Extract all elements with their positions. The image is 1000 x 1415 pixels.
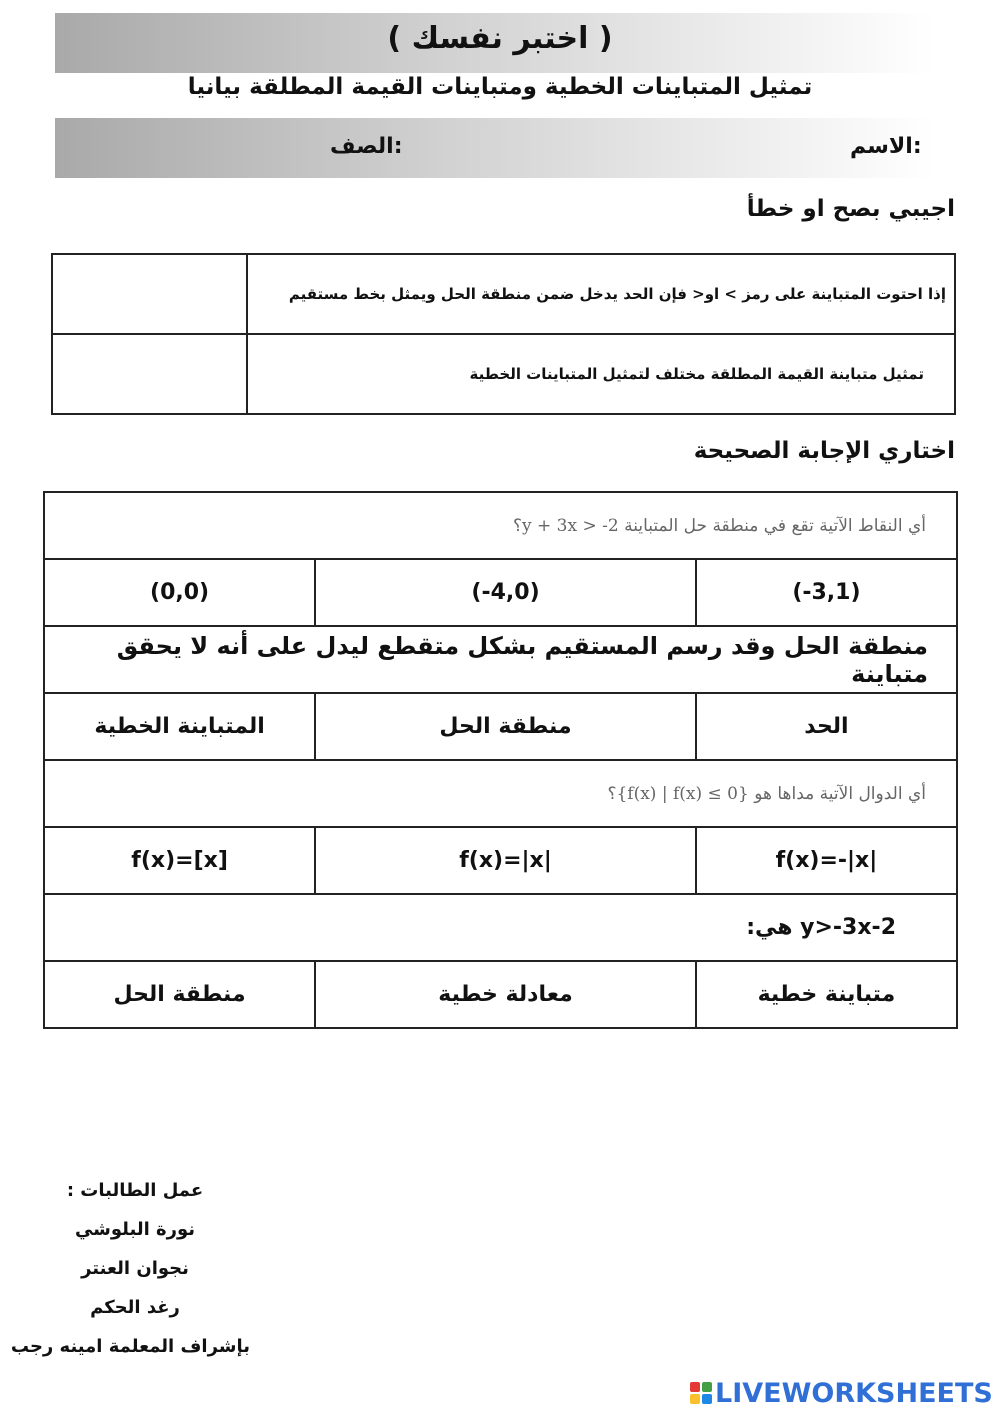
supervisor-credit: بإشراف المعلمة امينه رجب	[10, 1336, 250, 1357]
question-row	[44, 626, 957, 693]
options-row	[44, 961, 957, 1028]
question-3: أي الدوال الآتية مداها هو {f(x) | f(x) ≤ 0}؟	[44, 760, 957, 827]
question-1: أي النقاط الآتية تقع في منطقة حل المتباينة 2- < y + 3x؟	[44, 492, 957, 559]
q2-option-1[interactable]: الحد	[696, 693, 957, 760]
q2-option-2[interactable]: منطقة الحل	[315, 693, 696, 760]
answer-box-1[interactable]	[52, 254, 247, 334]
page-subtitle: تمثيل المتباينات الخطية ومتباينات القيمة المطلقة بيانيا	[187, 74, 813, 100]
statement-2: تمثيل متباينة القيمة المطلقة مختلف لتمثيل المتباينات الخطية	[247, 334, 955, 414]
q1-option-2[interactable]: (-4,0)	[315, 559, 696, 626]
liveworksheets-wordmark: LIVEWORKSHEETS	[715, 1377, 993, 1409]
options-row	[44, 827, 957, 894]
grid-square	[690, 1394, 700, 1404]
grid-square	[702, 1382, 712, 1392]
grid-square	[702, 1394, 712, 1404]
q2-option-3[interactable]: المتباينة الخطية	[44, 693, 315, 760]
grid-square	[690, 1382, 700, 1392]
options-row	[44, 559, 957, 626]
q4-option-1[interactable]: متباينة خطية	[696, 961, 957, 1028]
true-false-row	[52, 334, 955, 414]
true-false-table	[51, 253, 956, 415]
q3-option-1[interactable]: f(x)=-|x|	[696, 827, 957, 894]
multiple-choice-heading: اختاري الإجابة الصحيحة	[693, 438, 955, 464]
answer-box-2[interactable]	[52, 334, 247, 414]
q4-option-2[interactable]: معادلة خطية	[315, 961, 696, 1028]
question-2: منطقة الحل وقد رسم المستقيم بشكل متقطع ليدل على أنه لا يحقق متباينة	[44, 626, 957, 693]
liveworksheets-grid-icon	[690, 1382, 712, 1404]
student-name: نجوان العنتر	[81, 1258, 189, 1279]
true-false-heading: اجيبي بصح او خطأ	[746, 196, 955, 222]
q1-option-1[interactable]: (-3,1)	[696, 559, 957, 626]
page-title: ( اختبر نفسك )	[387, 21, 613, 56]
q4-option-3[interactable]: منطقة الحل	[44, 961, 315, 1028]
q1-option-3[interactable]: (0,0)	[44, 559, 315, 626]
student-name: نورة البلوشي	[74, 1219, 196, 1240]
options-row	[44, 693, 957, 760]
question-4: y>-3x-2 هي:	[44, 894, 957, 961]
question-row	[44, 760, 957, 827]
q3-option-2[interactable]: f(x)=|x|	[315, 827, 696, 894]
credits-heading: عمل الطالبات :	[66, 1180, 204, 1201]
name-label: الاسم:	[850, 134, 922, 159]
name-band	[55, 118, 935, 178]
liveworksheets-logo	[690, 1377, 993, 1409]
question-row	[44, 492, 957, 559]
q3-option-3[interactable]: f(x)=[x]	[44, 827, 315, 894]
class-label: الصف:	[330, 134, 403, 159]
multiple-choice-table	[43, 491, 958, 1029]
true-false-row	[52, 254, 955, 334]
student-name: رغد الحكم	[90, 1297, 180, 1318]
question-row	[44, 894, 957, 961]
statement-1: إذا احتوت المتباينة على رمز > او< فإن الحد يدخل ضمن منطقة الحل ويمثل بخط مستقيم	[247, 254, 955, 334]
